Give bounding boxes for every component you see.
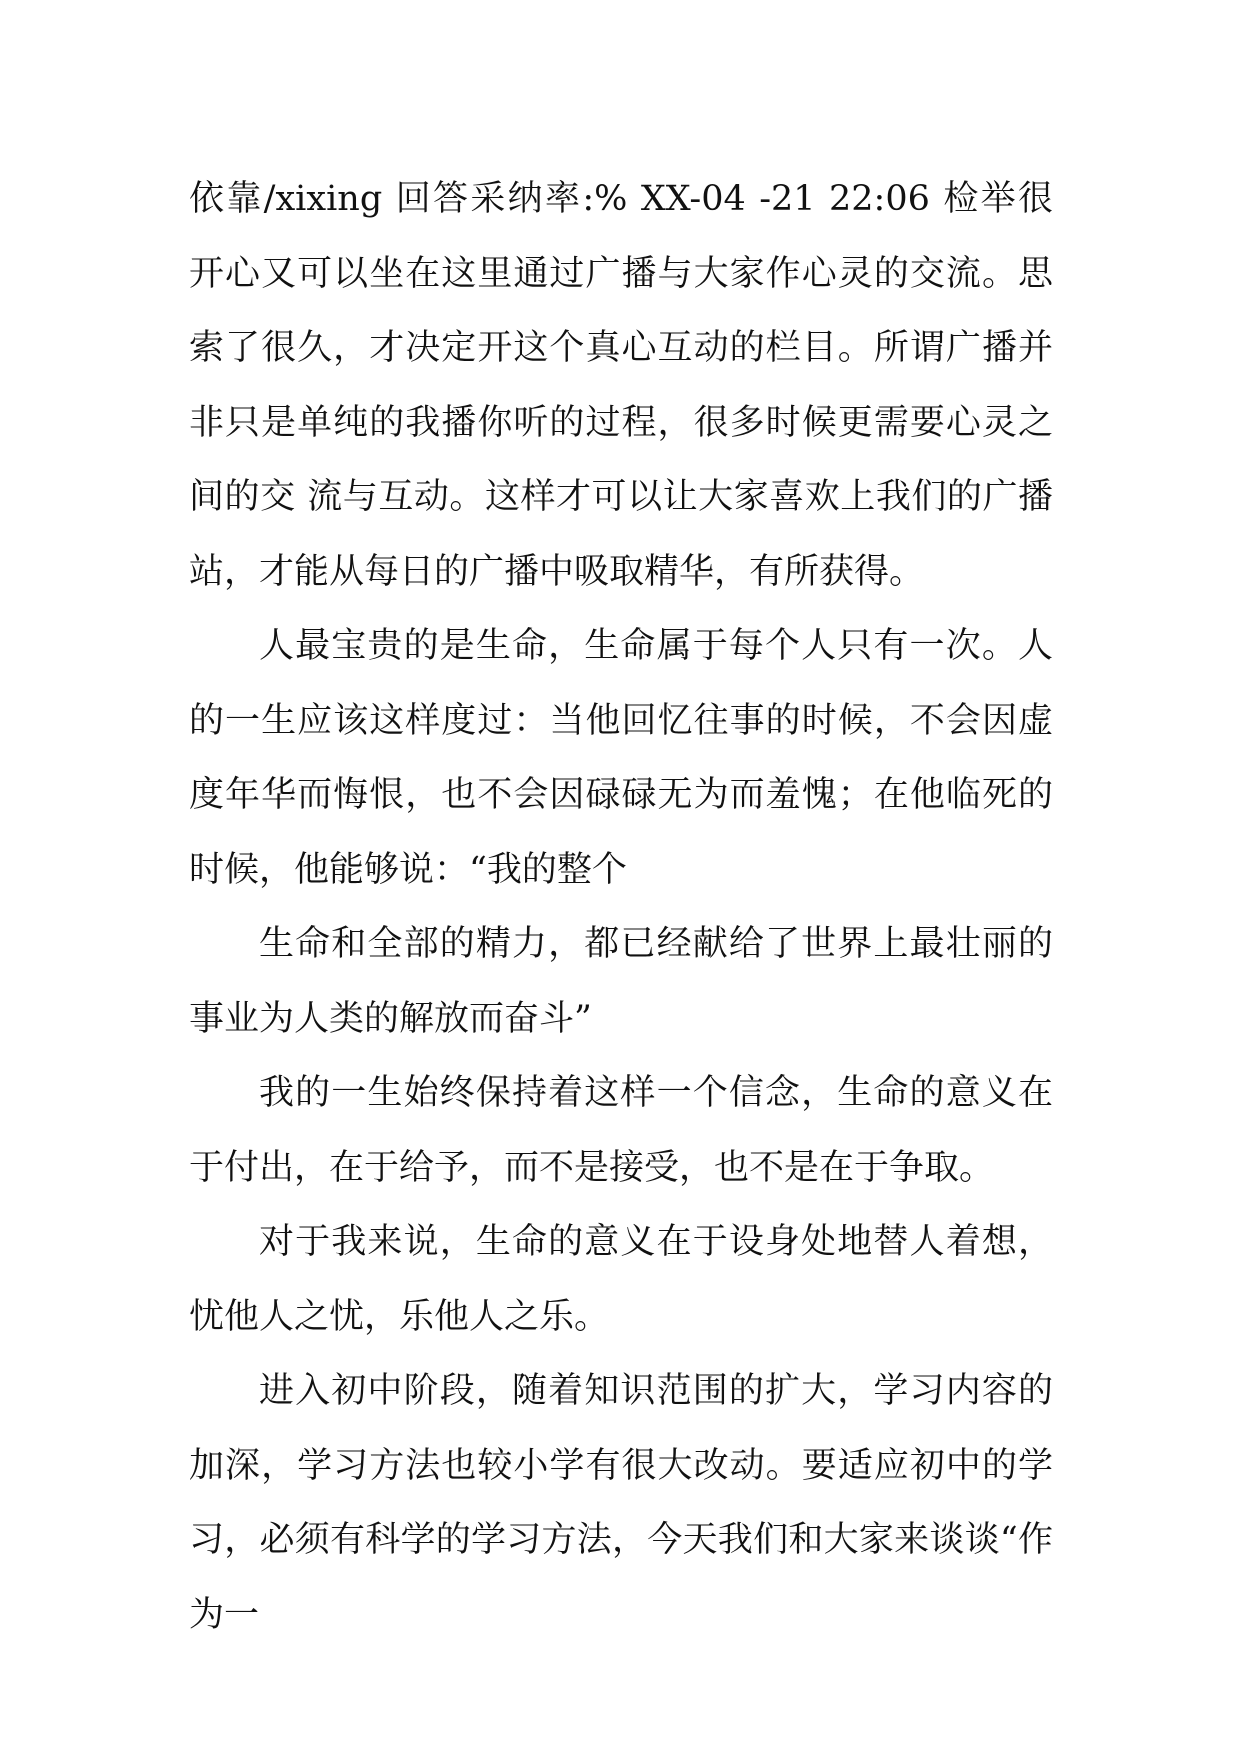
paragraph-1: 依靠/xixing 回答采纳率:% XX-04 -21 22:06 检举很开心又可以坐在这里通过广播与大家作心灵的交流。思索了很久，才决定开这个真心互动的栏目。所谓广播并非只是单纯的我播你听的过程，很多时候更需要心灵之间的交 流与互动。这样才可以让大家喜欢上我们的广播站，才能从每日的广播中吸取精华，有所获得。 xyxy=(189,179,1053,592)
paragraph-2: 人最宝贵的是生命，生命属于每个人只有一次。人的一生应该这样度过：当他回忆往事的时候，不会因虚度年华而悔恨，也不会因碌碌无为而羞愧；在他临死的时候，他能够说：“我的整个 xyxy=(189,626,1053,890)
document-body xyxy=(189,162,1053,1652)
paragraph-6: 进入初中阶段，随着知识范围的扩大，学习内容的加深，学习方法也较小学有很大改动。要适应初中的学习，必须有科学的学习方法，今天我们和大家来谈谈“作为一 xyxy=(189,1371,1053,1635)
paragraph-5: 对于我来说，生命的意义在于设身处地替人着想，忧他人之忧，乐他人之乐。 xyxy=(189,1222,1053,1337)
paragraph-4: 我的一生始终保持着这样一个信念，生命的意义在于付出，在于给予，而不是接受，也不是在于争取。 xyxy=(189,1073,1053,1188)
paragraph-3: 生命和全部的精力，都已经献给了世界上最壮丽的事业为人类的解放而奋斗” xyxy=(189,924,1053,1039)
